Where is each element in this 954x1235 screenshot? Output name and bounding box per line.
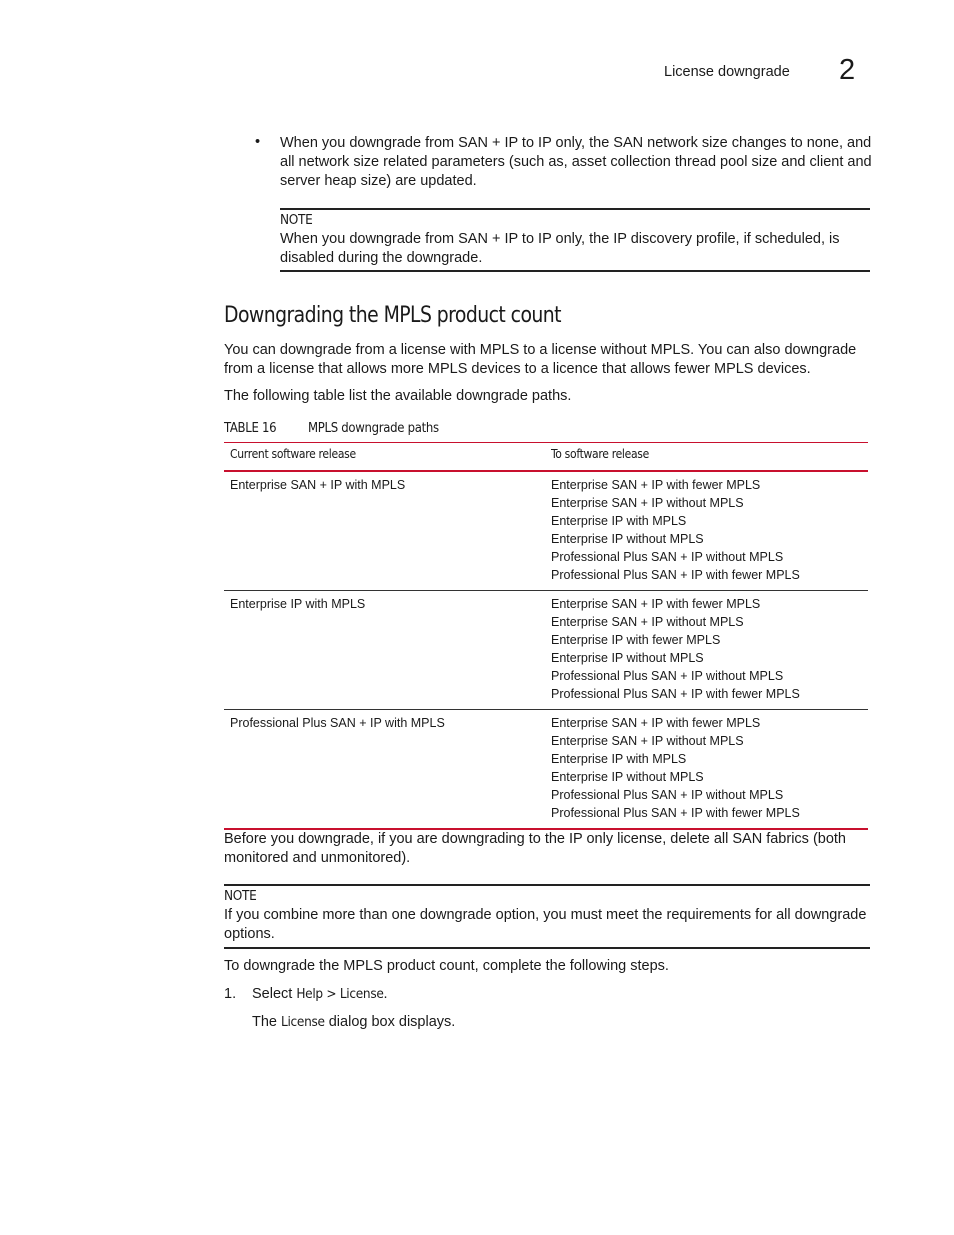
to-release-item: Professional Plus SAN + IP without MPLS: [551, 788, 784, 802]
to-release-item: Enterprise IP with fewer MPLS: [551, 633, 721, 647]
table-number: TABLE 16: [224, 421, 277, 436]
to-release-item: Enterprise SAN + IP with fewer MPLS: [551, 597, 761, 611]
steps-intro-paragraph: To downgrade the MPLS product count, complete the following steps.: [224, 958, 669, 974]
note-text: When you downgrade from SAN + IP to IP only, the IP discovery profile, if scheduled, is disabled during the downgrade.: [280, 231, 840, 266]
to-release-item: Enterprise IP without MPLS: [551, 770, 704, 784]
menu-license: License: [339, 986, 384, 1002]
pre-downgrade-paragraph: Before you downgrade, if you are downgrading to the IP only license, delete all SAN fabrics (both monitored and unmonitored).: [224, 831, 846, 866]
step-result: [252, 1014, 455, 1030]
to-release-item: Enterprise IP without MPLS: [551, 532, 704, 546]
to-release-item: Enterprise SAN + IP without MPLS: [551, 615, 744, 629]
column-header-current: Current software release: [224, 443, 545, 472]
running-header-section: License downgrade: [664, 64, 790, 80]
step-text: [252, 986, 388, 1002]
table-row: [224, 710, 868, 830]
table-row: [224, 471, 868, 591]
result-prefix: The: [252, 1014, 282, 1030]
mpls-downgrade-table: [224, 442, 868, 830]
to-release-item: Enterprise SAN + IP with fewer MPLS: [551, 716, 761, 730]
section-heading: Downgrading the MPLS product count: [224, 302, 561, 328]
table-title: MPLS downgrade paths: [308, 421, 439, 436]
current-release-cell: Enterprise SAN + IP with MPLS: [224, 471, 545, 591]
step-suffix: .: [383, 986, 388, 1002]
to-release-item: Professional Plus SAN + IP without MPLS: [551, 550, 784, 564]
to-release-item: Enterprise IP with MPLS: [551, 752, 687, 766]
note-label: NOTE: [224, 888, 257, 904]
note-text: If you combine more than one downgrade option, you must meet the requirements for all downgrade options.: [224, 907, 867, 942]
to-release-item: Enterprise IP with MPLS: [551, 514, 687, 528]
to-release-item: Professional Plus SAN + IP with fewer MPLS: [551, 687, 800, 701]
to-release-cell: [545, 591, 868, 710]
step-number: 1.: [224, 986, 237, 1002]
to-release-item: Professional Plus SAN + IP with fewer MPLS: [551, 806, 800, 820]
bullet-marker: •: [255, 134, 261, 150]
to-release-item: Enterprise SAN + IP with fewer MPLS: [551, 478, 761, 492]
menu-separator: >: [322, 986, 340, 1002]
result-suffix: dialog box displays.: [324, 1014, 456, 1030]
note-box-discovery: [280, 208, 870, 272]
license-dialog-name: License: [281, 1014, 325, 1030]
table-caption: [224, 421, 439, 436]
note-label: NOTE: [280, 212, 313, 228]
table-intro-paragraph: The following table list the available downgrade paths.: [224, 388, 572, 404]
to-release-item: Enterprise SAN + IP without MPLS: [551, 734, 744, 748]
menu-help: Help: [296, 986, 323, 1002]
intro-paragraph: You can downgrade from a license with MPLS to a license without MPLS. You can also downgrade from a license that allows more MPLS devices to a licence that allows fewer MPLS devices.: [224, 342, 857, 377]
to-release-item: Professional Plus SAN + IP without MPLS: [551, 669, 784, 683]
to-release-item: Professional Plus SAN + IP with fewer MPLS: [551, 568, 800, 582]
table-row: [224, 591, 868, 710]
to-release-cell: [545, 710, 868, 830]
current-release-cell: Professional Plus SAN + IP with MPLS: [224, 710, 545, 830]
chapter-number: 2: [839, 54, 856, 86]
table-header-row: [224, 443, 868, 472]
to-release-item: Enterprise SAN + IP without MPLS: [551, 496, 744, 510]
current-release-cell: Enterprise IP with MPLS: [224, 591, 545, 710]
to-release-cell: [545, 471, 868, 591]
bullet-text: When you downgrade from SAN + IP to IP only, the SAN network size changes to none, and all network size related parameters (such as, asset collection thread pool size and client and server heap size) are updated.: [280, 135, 872, 189]
to-release-item: Enterprise IP without MPLS: [551, 651, 704, 665]
note-box-combine: [224, 884, 870, 949]
column-header-to: To software release: [545, 443, 868, 472]
step-prefix: Select: [252, 986, 297, 1002]
